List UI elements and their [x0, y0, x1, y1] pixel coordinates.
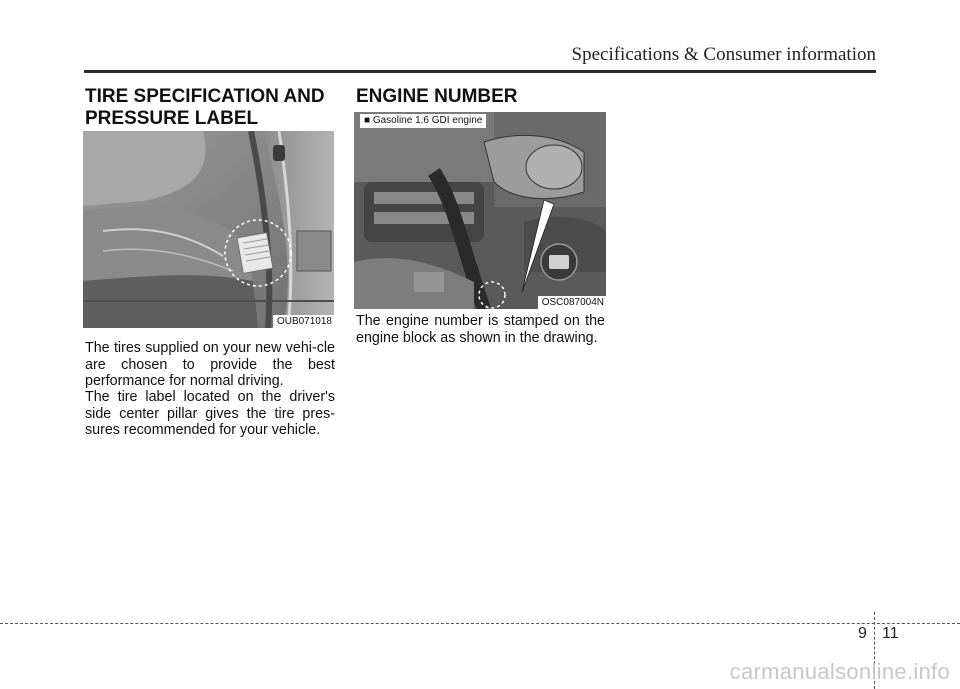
chapter-number: 9: [858, 625, 867, 642]
engine-figure-caption: ■ Gasoline 1.6 GDI engine: [360, 114, 486, 128]
engine-bay-drawing: [354, 112, 606, 309]
engine-figure-code: OSC087004N: [538, 296, 606, 309]
tire-paragraph-1: The tires supplied on your new vehi-cle are chosen to provide the best performance for normal driving.: [85, 340, 335, 389]
door-pillar-drawing: [83, 131, 334, 328]
page-number: 11: [882, 625, 899, 642]
footer-rule: [0, 623, 960, 624]
running-header-title: Specifications & Consumer information: [571, 44, 876, 65]
tire-section-title: TIRE SPECIFICATION AND PRESSURE LABEL: [85, 86, 325, 129]
tire-figure-code: OUB071018: [273, 315, 334, 328]
header-rule: [84, 70, 876, 73]
engine-number-illustration: [354, 112, 606, 309]
engine-paragraph-1: The engine number is stamped on the engine block as shown in the drawing.: [356, 313, 605, 346]
tire-label-illustration: [83, 131, 334, 328]
watermark-text: carmanualsonline.info: [729, 659, 950, 684]
tire-paragraph-2: The tire label located on the driver's side center pillar gives the tire pres-sures recommended for your vehicle.: [85, 389, 335, 438]
engine-section-title: ENGINE NUMBER: [356, 86, 518, 107]
